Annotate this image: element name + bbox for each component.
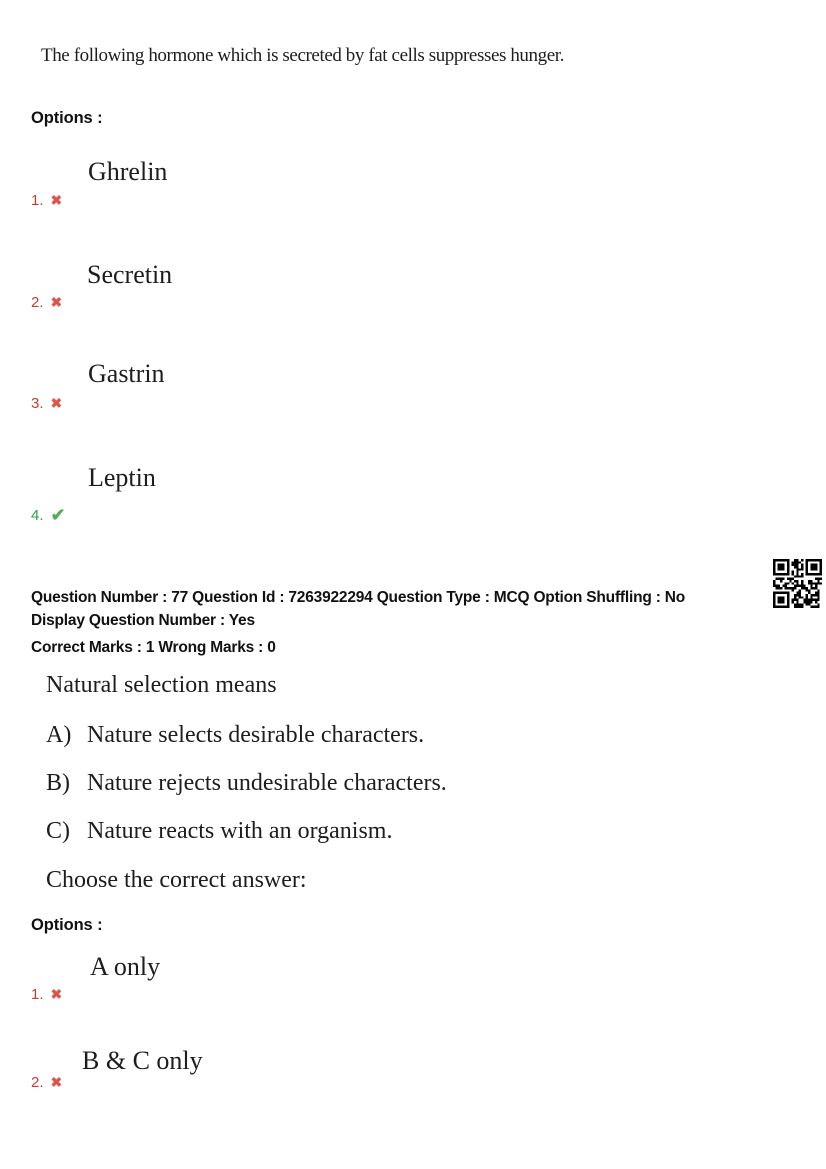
q1-option-2-text: Secretin bbox=[87, 260, 173, 289]
question-2-prompt: Choose the correct answer: bbox=[46, 867, 307, 893]
wrong-icon: ✖ bbox=[50, 1075, 63, 1091]
option-number: 4. bbox=[31, 507, 44, 524]
check-icon: ✔ bbox=[50, 505, 66, 526]
q1-option-3-marker bbox=[31, 396, 62, 411]
q2-option-1-marker bbox=[31, 987, 62, 1002]
option-number: 1. bbox=[31, 986, 44, 1003]
q1-option-1-marker bbox=[31, 193, 62, 208]
option-number: 2. bbox=[31, 294, 44, 311]
q1-option-2-marker bbox=[31, 295, 62, 310]
statement-a-text: Nature selects desirable characters. bbox=[87, 722, 425, 748]
wrong-icon: ✖ bbox=[50, 987, 63, 1003]
statement-c bbox=[46, 818, 392, 845]
statement-c-label: C) bbox=[46, 818, 70, 844]
statement-c-text: Nature reacts with an organism. bbox=[87, 818, 393, 844]
q2-option-2-marker bbox=[31, 1075, 62, 1090]
statement-b-text: Nature rejects undesirable characters. bbox=[87, 770, 447, 796]
q2-option-1-text: A only bbox=[90, 952, 161, 981]
question-meta-line-3: Correct Marks : 1 Wrong Marks : 0 bbox=[31, 639, 276, 656]
q1-option-3-text: Gastrin bbox=[88, 359, 165, 388]
q2-option-2-text: B & C only bbox=[82, 1046, 203, 1075]
q1-options-label: Options : bbox=[31, 109, 103, 127]
statement-b-label: B) bbox=[46, 770, 70, 796]
q1-option-4-text: Leptin bbox=[88, 463, 156, 492]
wrong-icon: ✖ bbox=[50, 396, 63, 412]
q1-option-4-marker bbox=[31, 506, 66, 524]
statement-a-label: A) bbox=[46, 722, 72, 748]
option-number: 3. bbox=[31, 395, 44, 412]
statement-a bbox=[46, 722, 424, 749]
q2-options-label: Options : bbox=[31, 916, 103, 934]
question-metadata bbox=[31, 586, 685, 659]
question-meta-line-2: Display Question Number : Yes bbox=[31, 612, 255, 629]
option-number: 1. bbox=[31, 192, 44, 209]
wrong-icon: ✖ bbox=[50, 295, 63, 311]
question-meta-line-1: Question Number : 77 Question Id : 7263922294 Question Type : MCQ Option Shuffling : No bbox=[31, 589, 686, 606]
option-number: 2. bbox=[31, 1074, 44, 1091]
qr-code bbox=[773, 559, 822, 608]
question-1-text: The following hormone which is secreted by fat cells suppresses hunger. bbox=[41, 45, 564, 66]
question-2-text: Natural selection means bbox=[46, 672, 277, 698]
wrong-icon: ✖ bbox=[50, 193, 63, 209]
statement-b bbox=[46, 770, 447, 797]
q1-option-1-text: Ghrelin bbox=[88, 157, 168, 186]
